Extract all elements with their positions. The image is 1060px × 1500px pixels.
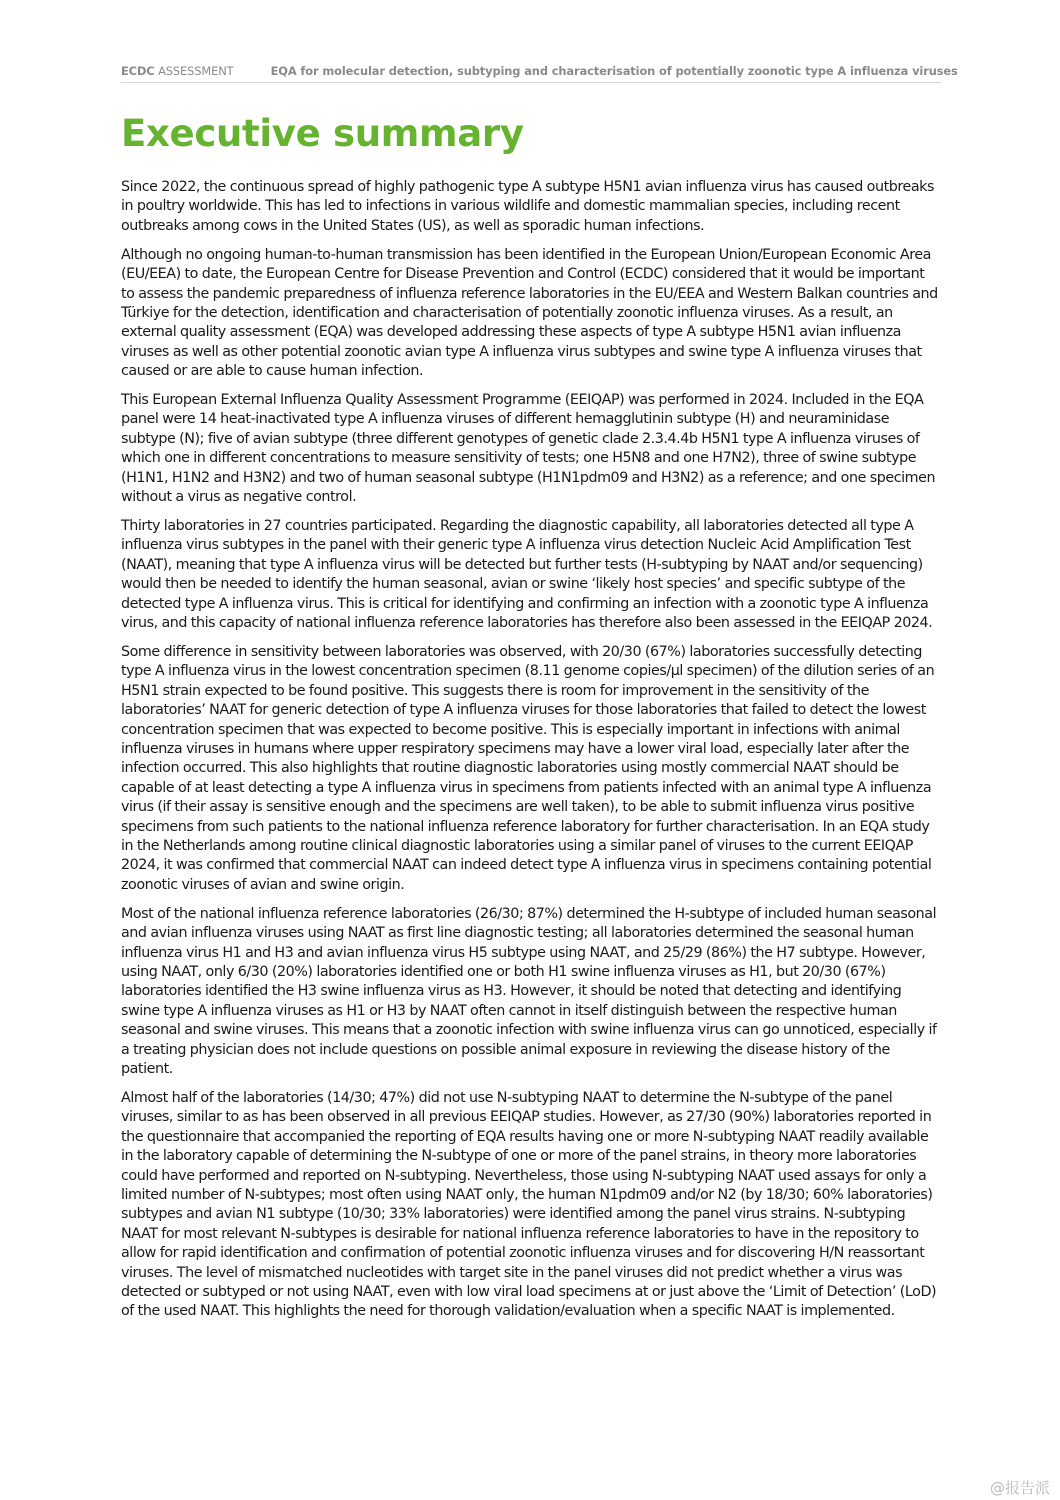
paragraph: Some difference in sensitivity between laboratories was observed, with 20/30 (67%) laboratories successfully detecting type A influenza virus in the lowest concentration specimen (8.11 genome copies/µl specimen) of the dilution series of an H5N1 strain expected to be found positive. This suggests there is room for improvement in the sensitivity of the laboratories’ NAAT for generic detection of type A influenza viruses for those laboratories that failed to detect the lowest concentration specimen that was expected to become positive. This is especially important in infections with animal influenza viruses in humans where upper respiratory specimens may have a lower viral load, especially later after the infection occurred. This also highlights that routine diagnostic laboratories using mostly commercial NAAT should be capable of at least detecting a type A influenza virus in specimens from patients infected with an animal type A influenza virus (if their assay is sensitive enough and the specimens are well taken), to be able to submit influenza virus positive specimens from such patients to the national influenza reference laboratory for further characterisation. In an EQA study in the Netherlands among routine clinical diagnostic laboratories using a similar panel of viruses to the current EEIQAP 2024, it was confirmed that commercial NAAT can indeed detect type A influenza virus in specimens containing potential zoonotic viruses of avian and swine origin. (121, 643, 935, 893)
body-text (121, 178, 941, 1331)
paragraph: Most of the national influenza reference laboratories (26/30; 87%) determined the H-subtype of included human seasonal and avian influenza viruses using NAAT as first line diagnostic testing; all laboratories determined the seasonal human influenza virus H1 and H3 and avian influenza virus H5 subtype using NAAT, and 25/29 (86%) the H7 subtype. However, using NAAT, only 6/30 (20%) laboratories identified one or both H1 swine influenza viruses as H1, but 20/30 (67%) laboratories identified the H3 swine influenza virus as H3. However, it should be noted that detecting and identifying swine type A influenza viruses as H1 or H3 by NAAT often cannot in itself distinguish between the respective human seasonal and swine viruses. This means that a zoonotic infection with swine influenza virus can go unnoticed, especially if a treating physician does not include questions on possible animal exposure in reviewing the disease history of the patient. (121, 905, 937, 1077)
header-document-title: EQA for molecular detection, subtyping and characterisation of potentially zoonotic type A influenza viruses (270, 64, 958, 78)
page-title: Executive summary (121, 112, 524, 155)
paragraph: Almost half of the laboratories (14/30; 47%) did not use N-subtyping NAAT to determine the N-subtype of the panel viruses, similar to as has been observed in all previous EEIQAP studies. However, as 27/30 (90%) laboratories reported in the questionnaire that accompanied the reporting of EQA results having one or more N-subtyping NAAT readily available in the laboratory capable of determining the N-subtype of one or more of the panel strains, in theory more laboratories could have performed and reported on N-subtyping. Nevertheless, those using N-subtyping NAAT used assays for only a limited number of N-subtypes; most often using NAAT only, the human N1pdm09 and/or N2 (by 18/30; 60% laboratories) subtypes and avian N1 subtype (10/30; 33% laboratories) were identified among the panel virus strains. N-subtyping NAAT for most relevant N-subtypes is desirable for national influenza reference laboratories to have in the repository to allow for rapid identification and confirmation of potential zoonotic influenza viruses and for discovering H/N reassortant viruses. The level of mismatched nucleotides with target site in the panel viruses did not predict whether a virus was detected or subtyped or not using NAAT, even with low viral load specimens at or just above the ‘Limit of Detection’ (LoD) of the used NAAT. This highlights the need for thorough validation/evaluation when a specific NAAT is implemented. (121, 1089, 937, 1320)
header-section: ASSESSMENT (158, 64, 234, 78)
paragraph: Although no ongoing human-to-human transmission has been identified in the European Union/European Economic Area (EU/EEA) to date, the European Centre for Disease Prevention and Control (ECDC) considered that it would be important to assess the pandemic preparedness of influenza reference laboratories in the EU/EEA and Western Balkan countries and Türkiye for the detection, identification and characterisation of potentially zoonotic influenza viruses. As a result, an external quality assessment (EQA) was developed addressing these aspects of type A subtype H5N1 avian influenza viruses as well as other potential zoonotic avian type A influenza virus subtypes and swine type A influenza viruses that caused or are able to cause human infection. (121, 246, 938, 380)
running-header (121, 64, 958, 83)
header-org: ECDC (121, 64, 155, 78)
paragraph: This European External Influenza Quality Assessment Programme (EEIQAP) was performed in 2024. Included in the EQA panel were 14 heat-inactivated type A influenza viruses of different hemagglutinin subtype (H) and neuraminidase subtype (N); five of avian subtype (three different genotypes of genetic clade 2.3.4.4b H5N1 type A influenza viruses of which one in different concentrations to measure sensitivity of tests; one H5N8 and one H7N2), three of swine subtype (H1N1, H1N2 and H3N2) and two of human seasonal subtype (H1N1pdm09 and H3N2) as a reference; and one specimen without a virus as negative control. (121, 392, 936, 506)
paragraph: Since 2022, the continuous spread of highly pathogenic type A subtype H5N1 avian influenza virus has caused outbreaks in poultry worldwide. This has led to infections in various wildlife and domestic mammalian species, including recent outbreaks among cows in the United States (US), as well as sporadic human infections. (121, 179, 934, 234)
paragraph: Thirty laboratories in 27 countries participated. Regarding the diagnostic capability, all laboratories detected all type A influenza virus subtypes in the panel with their generic type A influenza virus detection Nucleic Acid Amplification Test (NAAT), meaning that type A influenza virus will be detected but further tests (H-subtyping by NAAT and/or sequencing) would then be needed to identify the human seasonal, avian or swine ‘likely host species’ and specific subtype of the detected type A influenza virus. This is critical for identifying and confirming an infection with a zoonotic type A influenza virus, and this capacity of national influenza reference laboratories has therefore also been assessed in the EEIQAP 2024. (121, 518, 933, 632)
watermark: @报告派 (989, 1479, 1050, 1497)
